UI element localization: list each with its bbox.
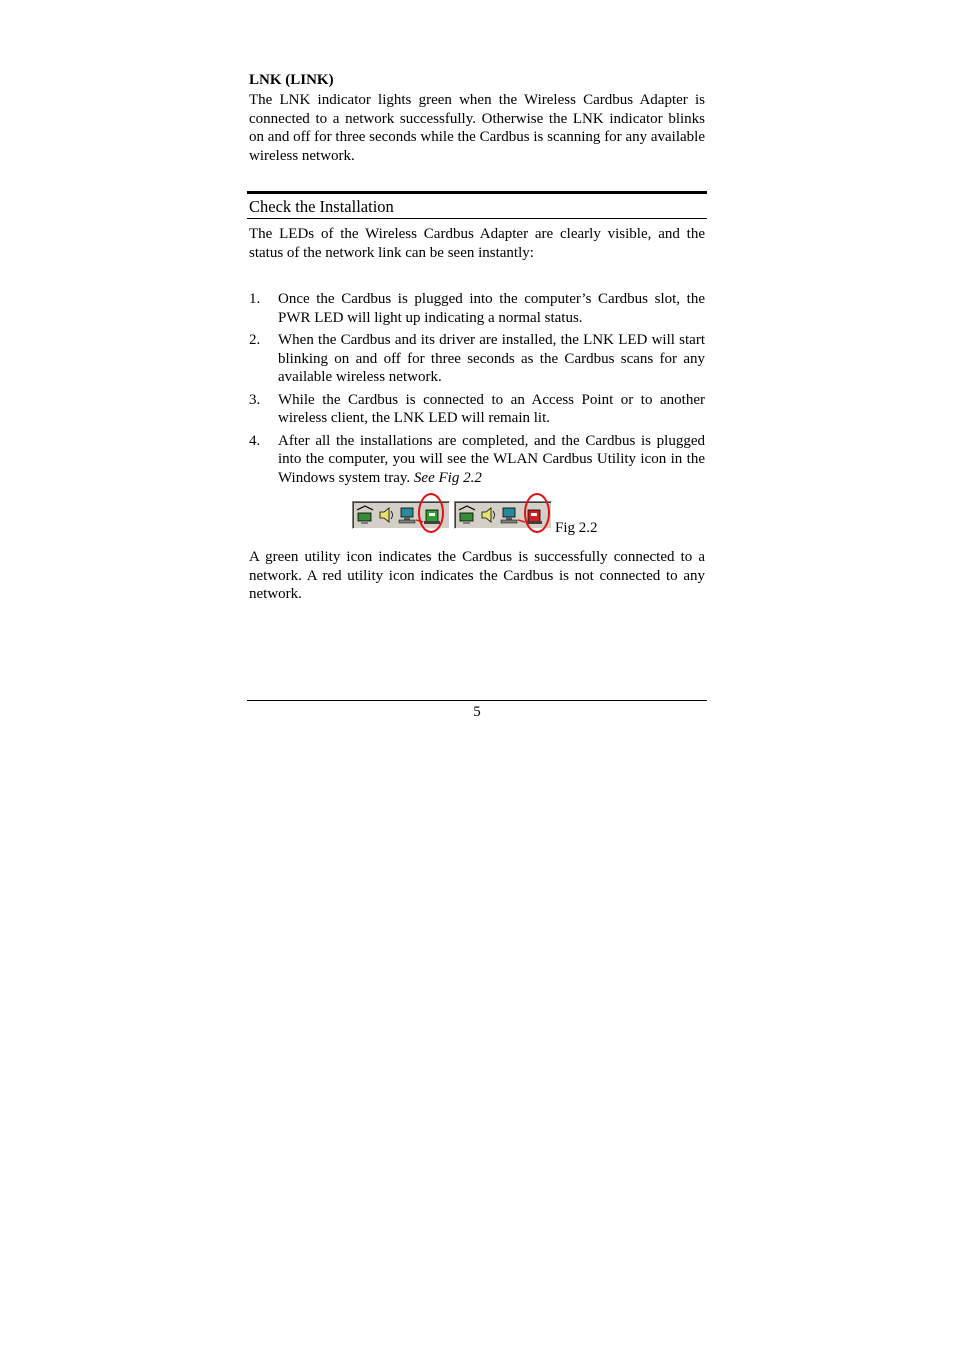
lnk-description: The LNK indicator lights green when the Wireless Cardbus Adapter is connected to a network successfully. Otherwise the LNK indicator blinks on and off for three seconds while the Cardbus is scanning for any available wireless network. — [249, 92, 705, 164]
section-bottom-rule — [247, 218, 707, 219]
list-item — [249, 290, 705, 327]
step-number: 2. — [249, 332, 261, 348]
network-icon — [459, 506, 475, 524]
install-intro: The LEDs of the Wireless Cardbus Adapter are clearly visible, and the status of the network link can be seen instantly: — [249, 226, 705, 261]
figure-caption: Fig 2.2 — [555, 520, 598, 536]
list-item — [249, 391, 705, 428]
speaker-icon — [482, 508, 495, 522]
page-number: 5 — [473, 704, 481, 720]
step-number: 4. — [249, 432, 261, 449]
monitor-icon — [501, 508, 517, 523]
install-steps-list — [249, 290, 705, 491]
section-title: Check the Installation — [249, 197, 394, 216]
step-text: While the Cardbus is connected to an Access Point or to another wireless client, the LNK LED will remain lit. — [278, 391, 705, 426]
figure-reference: See Fig 2.2 — [413, 469, 482, 486]
speaker-icon — [380, 508, 393, 522]
step-text: When the Cardbus and its driver are installed, the LNK LED will start blinking on and off for three seconds as the Cardbus scans for any available wireless network. — [278, 332, 705, 385]
network-icon — [357, 506, 373, 524]
highlight-circle — [524, 493, 550, 533]
list-item — [249, 331, 705, 387]
step-text: After all the installations are completed, and the Cardbus is plugged into the computer, you will see the WLAN Cardbus Utility icon in the Windows system tray. — [278, 432, 705, 486]
step-number: 1. — [249, 291, 261, 307]
monitor-icon — [399, 508, 415, 523]
lnk-heading: LNK (LINK) — [249, 72, 334, 88]
highlight-circle — [418, 493, 444, 533]
section-top-rule — [247, 191, 707, 194]
list-item — [249, 432, 705, 488]
step-text: Once the Cardbus is plugged into the computer’s Cardbus slot, the PWR LED will light up indicating a normal status. — [278, 291, 705, 326]
footer-rule — [247, 700, 707, 701]
install-outro: A green utility icon indicates the Cardbus is successfully connected to a network. A red utility icon indicates the Cardbus is not connected to any network. — [249, 549, 705, 602]
step-number: 3. — [249, 391, 261, 408]
